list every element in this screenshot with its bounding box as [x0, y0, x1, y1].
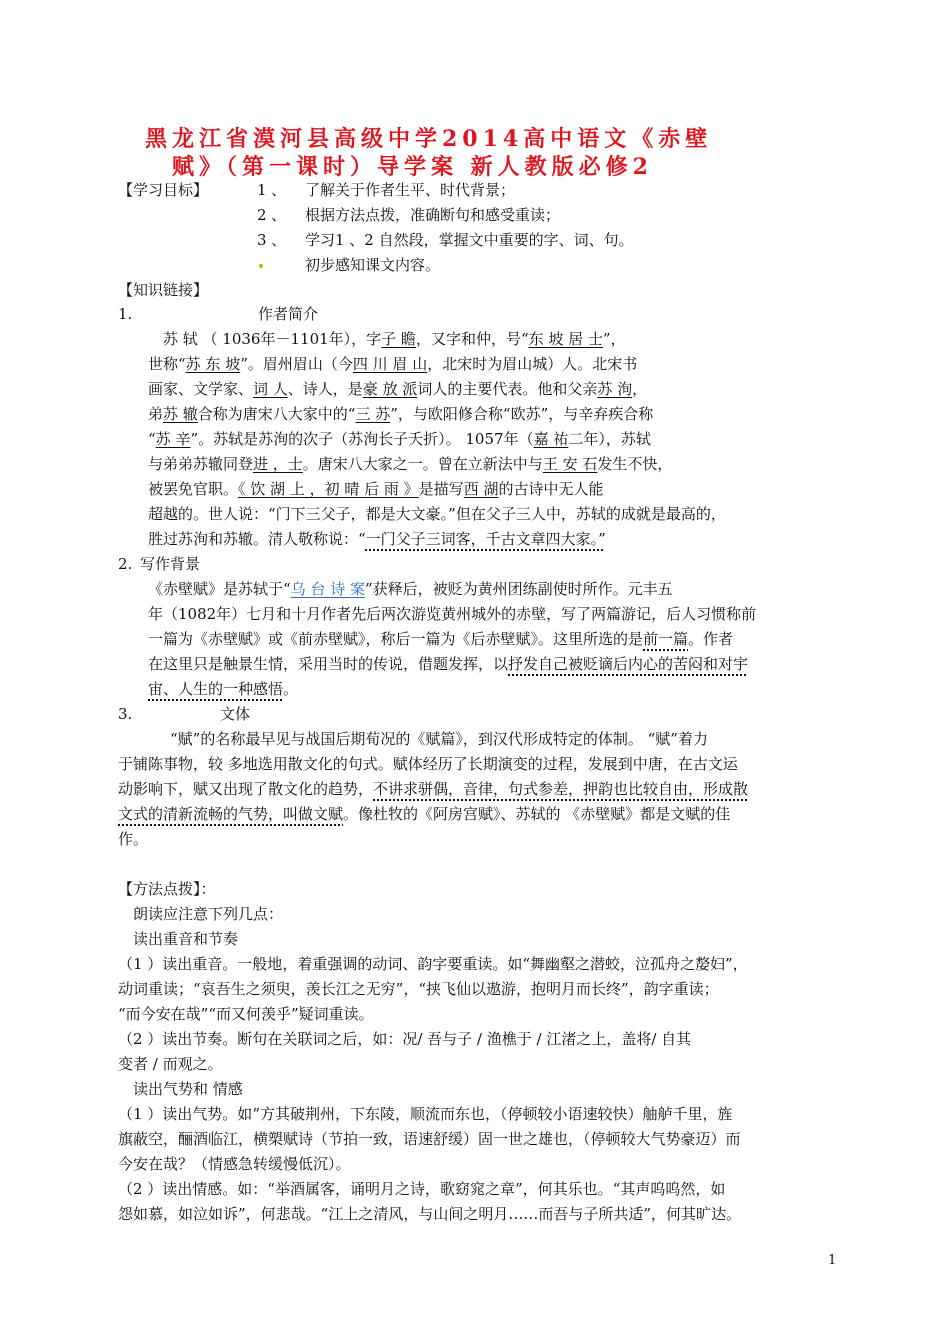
method-p3-line-3: 今安在哉？（情感急转缓慢低沉）。 [118, 1155, 351, 1173]
objective-4-text: 初步感知课文内容。 [305, 256, 441, 274]
bio-line-7: 被罢免官职。《 饮 湖 上 ，初 晴 后 雨 》是描写西 湖的古诗中无人能 [148, 480, 604, 498]
wutai-shian-link[interactable]: 乌 台 诗 案 [290, 580, 365, 598]
background-line-1: 《赤壁赋》是苏轼于“乌 台 诗 案”获释后，被贬为黄州团练副使时所作。元丰五 [148, 580, 673, 598]
style-line-4: 文式的清新流畅的气势，叫做文赋。像杜牧的《阿房宫赋》、苏轼的 《赤壁赋》都是文赋的佳 [118, 805, 731, 823]
background-line-5: 宙、人生的一种感悟。 [148, 680, 299, 698]
background-line-2: 年（1082年）七月和十月作者先后两次游览黄州城外的赤壁，写了两篇游记，后人习惯称前 [148, 605, 757, 623]
method-intro: 朗读应注意下列几点： [133, 905, 284, 923]
method-p2-line-1: （2 ）读出节奏。断句在关联词之后，如：况/ 吾与子 / 渔樵于 / 江渚之上，盖将/ 自其 [118, 1030, 692, 1048]
style-line-5: 作。 [118, 830, 149, 848]
bio-line-2: 世称“苏 东 坡”。眉州眉山（今四 川 眉 山，北宋时为眉山城）人。北宋书 [148, 355, 638, 373]
method-p3-line-2: 旗蔽空，酾酒临江，横槊赋诗（节拍一致，语速舒缓）固一世之雄也，（停顿较大气势豪迈）而 [118, 1130, 741, 1148]
style-line-3: 动影响下，赋又出现了散文化的趋势，不讲求骈偶，音律，句式参差，押韵也比较自由，形成散 [118, 780, 749, 798]
method-p1-line-3: “而今安在哉”“而又何羡乎”疑词重读。 [118, 1005, 374, 1023]
section-3-title: 文体 [220, 705, 251, 723]
style-line-1: “赋”的名称最早见与战国后期荀况的《赋篇》，到汉代形成特定的体制。 “赋”着力 [170, 730, 708, 748]
objective-2-num: 2 、 [257, 206, 287, 224]
objective-3-text: 学习1 、2 自然段，掌握文中重要的字、词、句。 [305, 231, 634, 249]
background-line-3: 一篇为《赤壁赋》或《前赤壁赋》，称后一篇为《后赤壁赋》。这里所选的是前一篇。作者 [148, 630, 734, 648]
document-title-line2: 赋》（第一课时）导学案 新人教版必修2 [172, 154, 653, 180]
objective-1-num: 1 、 [257, 181, 287, 199]
page-number: 1 [828, 1253, 837, 1268]
objective-3-num: 3 、 [257, 231, 287, 249]
objective-2-text: 根据方法点拨，准确断句和感受重读； [305, 206, 561, 224]
method-p1-line-1: （1 ）读出重音。一般地，着重强调的动词、韵字要重读。如“舞幽壑之潜蛟，泣孤舟之嫠妇”， [118, 955, 748, 973]
knowledge-heading: 【知识链接】 [118, 281, 209, 299]
bio-line-5: “苏 辛”。苏轼是苏洵的次子（苏洵长子夭折）。 1057年（嘉 祐二年），苏轼 [148, 430, 651, 448]
bio-line-3: 画家、文学家、词 人、诗人，是豪 放 派词人的主要代表。他和父亲苏 洵， [148, 380, 648, 398]
method-p4-line-1: （2 ）读出情感。如：“举酒属客，诵明月之诗，歌窈窕之章”，何其乐也。“其声呜呜然，如 [118, 1180, 726, 1198]
method-heading: 【方法点拨】： [118, 880, 216, 898]
bio-line-6: 与弟弟苏辙同登进 ，士。唐宋八大家之一。曾在立新法中与王 安 石发生不快， [148, 455, 673, 473]
background-line-4: 在这里只是触景生情，采用当时的传说，借题发挥，以抒发自己被贬谪后内心的苦闷和对宇 [148, 655, 749, 673]
method-sub2: 读出气势和 情感 [133, 1080, 243, 1098]
section-1-title: 作者简介 [258, 305, 319, 323]
section-3-number: 3. [118, 705, 133, 723]
bio-line-8: 超越的。世人说：“门下三父子，都是大文豪。”但在父子三人中，苏轼的成就是最高的， [148, 505, 726, 523]
section-2-number: 2. [118, 555, 133, 573]
bullet-marker [259, 264, 263, 268]
section-2-title: 写作背景 [140, 555, 201, 573]
method-sub1: 读出重音和节奏 [133, 930, 239, 948]
objectives-heading: 【学习目标】 [118, 181, 209, 199]
method-p1-line-2: 动词重读；“哀吾生之须臾，羡长江之无穷”，“挟飞仙以遨游，抱明月而长终”，韵字重读； [118, 980, 719, 998]
bio-line-4: 弟苏 辙合称为唐宋八大家中的“三 苏”，与欧阳修合称“欧苏”，与辛弃疾合称 [148, 405, 654, 423]
document-title-line1: 黑龙江省漠河县高级中学2014高中语文《赤壁 [145, 126, 713, 152]
objective-1-text: 了解关于作者生平、时代背景； [305, 181, 516, 199]
style-line-2: 于铺陈事物，较 多地选用散文化的句式。赋体经历了长期演变的过程，发展到中唐，在古文运 [118, 755, 738, 773]
section-1-number: 1. [118, 305, 133, 323]
bio-line-9: 胜过苏洵和苏辙。清人敬称说：“一门父子三词客，千古文章四大家。” [148, 530, 606, 548]
method-p2-line-2: 变者 / 而观之。 [118, 1055, 223, 1073]
method-p4-line-2: 怨如慕，如泣如诉”，何悲哉。“江上之清风，与山间之明月……而吾与子所共适”，何其旷达。 [118, 1205, 742, 1223]
method-p3-line-1: （1 ）读出气势。如“方其破荆州，下东陵，顺流而东也，（停顿较小语速较快）舳舻千里，旌 [118, 1105, 733, 1123]
bio-line-1: 苏 轼 （ 1036年－1101年），字子 瞻，又字和仲，号“东 坡 居 士”， [163, 330, 626, 348]
